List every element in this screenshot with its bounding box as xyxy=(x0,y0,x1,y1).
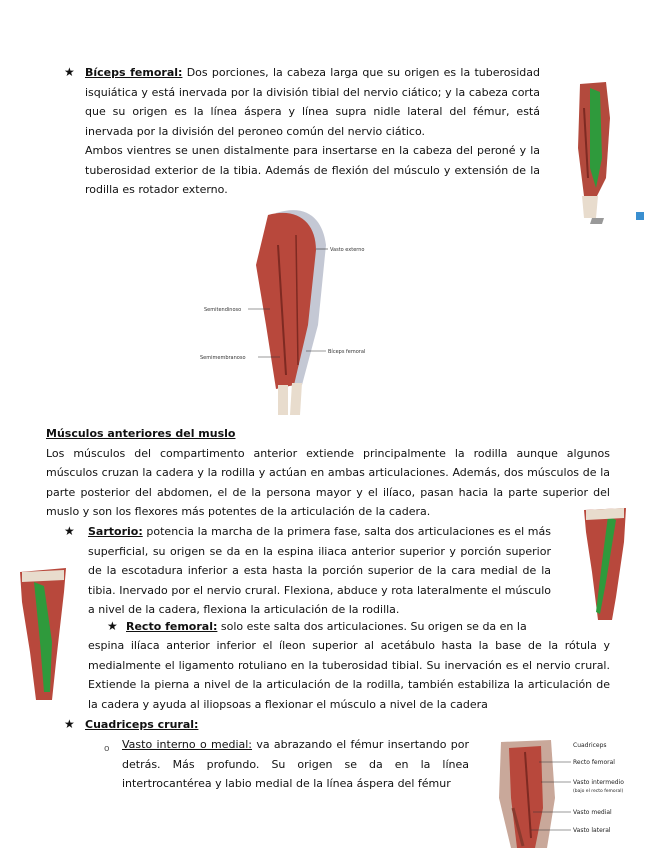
sartorio-left-leg-figure xyxy=(16,562,74,702)
recto-term: Recto femoral: xyxy=(126,620,218,633)
label-biceps-femoral: Bíceps femoral xyxy=(328,349,366,355)
quad-label-lateral: Vasto lateral xyxy=(573,827,611,834)
biceps-text-2: Ambos vientres se unen distalmente para insertarse en la cabeza del peroné y la tuberosidad exterior de la tibia. Además de flexión del músculo y extensión de la rodilla es rotador externo. xyxy=(85,144,540,196)
sartorio-term: Sartorio: xyxy=(88,525,143,538)
biceps-text: Dos porciones, la cabeza larga que su origen es la tuberosidad isquiática y está inervada por la división tibial del nervio ciático; y la cabeza corta que su origen es la línea áspera y línea supra nidle lateral del fémur, está inervada por la división del peroneo común del nervio ciático. xyxy=(85,66,540,138)
cuadriceps-term: Cuadriceps crural: xyxy=(85,718,199,731)
bullet-circle-icon: o xyxy=(104,744,110,754)
bullet-star-icon: ★ xyxy=(64,524,75,538)
anterior-section xyxy=(46,424,610,522)
label-semitendinoso: Semitendinoso xyxy=(204,307,242,313)
posterior-thigh-figure xyxy=(198,205,393,418)
quad-label-intermedio-note: (bajo el recto femoral) xyxy=(573,789,624,794)
recto-paragraph xyxy=(88,636,610,714)
recto-text-2: espina ilíaca anterior inferior el íleon superior al acetábulo hasta la base de la rótula y medialmente el ligamento rotuliano en la tuberosidad tibial. Su inervación es el nervio crural. Extiende la pierna a nivel de la articulación de la rodilla, también estabiliza la articulación de la cadera y ayuda al iliopsoas a flexionar el músculo a nivel de la cadera xyxy=(88,639,610,711)
section-intro: Los músculos del compartimento anterior extiende principalmente la rodilla aunque algunos músculos cruzan la cadera y la rodilla y actúan en ambas articulaciones. Además, dos músculos de la parte posterior del abdomen, el de la persona mayor y el ilíaco, pasan hacia la parte superior del muslo y son los flexores más potentes de la articulación de la cadera. xyxy=(46,446,610,518)
sartorio-text: potencia la marcha de la primera fase, salta dos articulaciones es el más superficial, su origen se da en la espina iliaca anterior superior y porción superior de la escotadura inferior a esta hasta la porción superior de la cara medial de la tibia. Inervado por el nervio crural. Flexiona, abduce y rota lateralmente el músculo a nivel de la cadera, flexiona la articulación de la rodilla. xyxy=(88,525,551,616)
vasto-term: Vasto interno o medial: xyxy=(122,738,253,751)
label-vasto-externo: Vasto externo xyxy=(330,247,365,253)
recto-line-1 xyxy=(126,617,552,637)
cuadriceps-heading xyxy=(85,715,385,735)
vasto-text: va abrazando el fémur insertando por detrás. Más profundo. Su origen se da en la línea intertrocantérea y labio medial de la línea áspera del fémur xyxy=(122,738,469,790)
bullet-star-icon: ★ xyxy=(107,619,118,633)
vasto-paragraph xyxy=(122,735,469,794)
quad-label-medial: Vasto medial xyxy=(573,809,612,816)
bullet-star-icon: ★ xyxy=(64,65,75,79)
quadriceps-figure xyxy=(491,738,631,848)
biceps-paragraph xyxy=(85,63,540,200)
quad-label-intermedio: Vasto intermedio xyxy=(573,779,624,786)
biceps-leg-figure xyxy=(566,78,644,224)
bullet-star-icon: ★ xyxy=(64,717,75,731)
recto-text-1: solo este salta dos articulaciones. Su origen se da en la xyxy=(217,620,527,633)
sartorio-right-leg-figure xyxy=(578,502,633,622)
label-semimembranoso: Semimembranoso xyxy=(200,355,246,361)
quad-title: Cuadriceps xyxy=(573,742,607,749)
sartorio-paragraph xyxy=(88,522,551,620)
quad-label-recto: Recto femoral xyxy=(573,759,615,766)
scroll-badge-icon xyxy=(636,212,644,220)
section-heading: Músculos anteriores del muslo xyxy=(46,427,236,440)
biceps-term: Bíceps femoral: xyxy=(85,66,183,79)
